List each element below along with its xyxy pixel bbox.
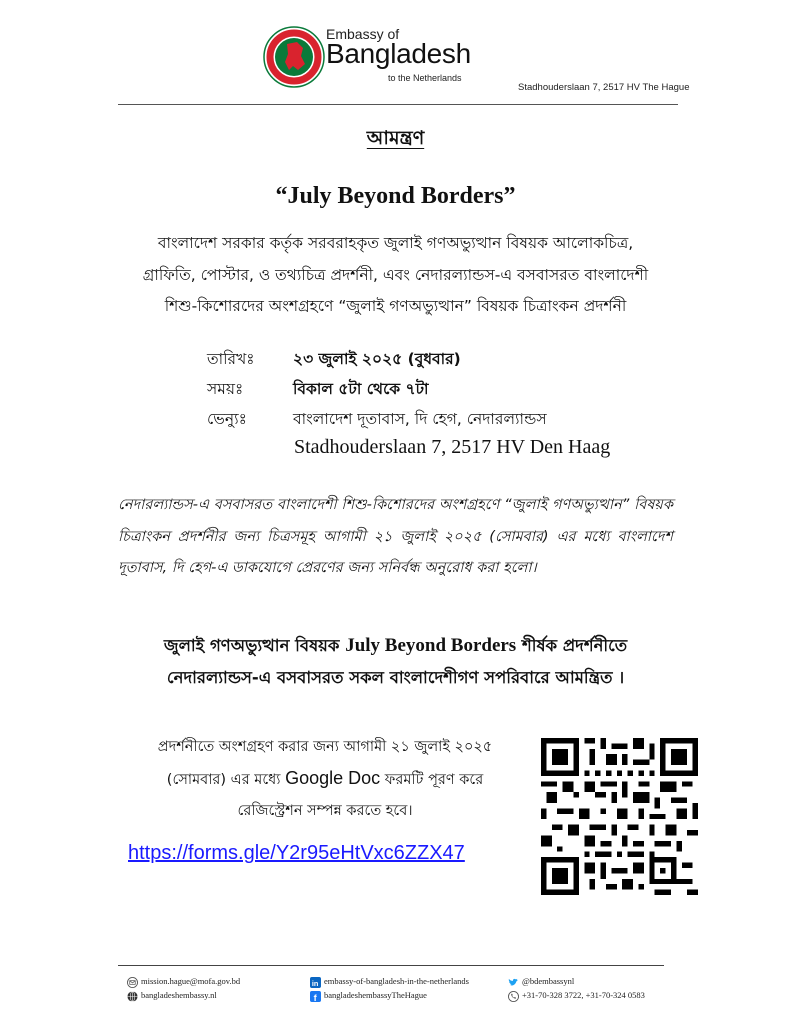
linkedin-icon <box>310 977 321 988</box>
header-divider <box>118 104 678 105</box>
embassy-seal-logo <box>263 26 325 88</box>
envelope-icon <box>127 977 138 988</box>
svg-text:f: f <box>313 992 317 1002</box>
time-value: বিকাল ৫টা থেকে ৭টা <box>293 380 429 398</box>
invitation-event-name: July Beyond Borders <box>345 635 517 656</box>
venue-label: ভেন্যুঃ <box>207 410 247 428</box>
qr-code[interactable] <box>541 738 698 895</box>
brand-line-bangladesh: Bangladesh <box>326 38 471 69</box>
registration-line2-c: ফরমটি পূরণ করে <box>380 772 484 788</box>
twitter-bird-icon <box>508 977 519 988</box>
footer-twitter[interactable] <box>508 976 574 988</box>
registration-line-3: রেজিস্ট্রেশন সম্পন্ন করতে হবে। <box>237 803 413 819</box>
registration-line-1: প্রদর্শনীতে অংশগ্রহণ করার জন্য আগামী ২১ জুলাই ২০২৫ <box>157 739 493 755</box>
invitation-statement <box>80 630 711 694</box>
detail-venue-row <box>207 407 547 433</box>
event-title: “July Beyond Borders” <box>275 183 516 209</box>
invitation-line-2: নেদারল্যান্ডস-এ বসবাসরত সকল বাংলাদেশীগণ সপরিবারে আমন্ত্রিত । <box>166 668 625 687</box>
registration-line2-a: (সোমবার) এর মধ্যে <box>166 772 286 788</box>
footer-website-text: bangladeshembassy.nl <box>141 990 217 1000</box>
detail-time-row <box>207 377 429 403</box>
brand-line-netherlands: to the Netherlands <box>388 73 462 83</box>
invitation-line-1 <box>80 630 711 662</box>
footer-linkedin-text: embassy-of-bangladesh-in-the-netherlands <box>324 976 469 986</box>
intro-line: বাংলাদেশ সরকার কর্তৃক সরবরাহকৃত জুলাই গণঅভ্যুত্থান বিষয়ক আলোকচিত্র, <box>157 234 634 252</box>
footer-twitter-text: @bdembassynl <box>522 976 575 986</box>
footer-email-text: mission.hague@mofa.gov.bd <box>141 976 241 986</box>
svg-text:in: in <box>311 978 319 988</box>
phone-icon <box>508 991 519 1002</box>
document-title <box>0 124 791 156</box>
footer-facebook-text: bangladeshembassyTheHague <box>324 990 427 1000</box>
venue-value: বাংলাদেশ দূতাবাস, দি হেগ, নেদারল্যান্ডস <box>293 410 547 428</box>
intro-line: গ্রাফিতি, পোস্টার, ও তথ্যচিত্র প্রদর্শনী, এবং নেদারল্যান্ডস-এ বসবাসরত বাংলাদেশী <box>142 265 649 284</box>
footer-phone-text: +31-70-328 3722, +31-70-324 0583 <box>522 990 645 1000</box>
header-address: Stadhouderslaan 7, 2517 HV The Hague <box>518 82 690 93</box>
intro-paragraph <box>100 228 691 323</box>
submission-note: নেদারল্যান্ডস-এ বসবাসরত বাংলাদেশী শিশু-কিশোরদের অংশগ্রহণে “জুলাই গণঅভ্যুত্থান” বিষয়ক চিত্রাংকন প্রদর্শনীর জন্য চিত্রসমূহ আগামী ২১ জুলাই ২০২৫ (সোমবার) এর মধ্যে বাংলাদেশ দূতাবাস, দি হেগ-এ ডাকযোগে প্রেরণের জন্য সনির্বন্ধ অনুরোধ করা হলো। <box>118 497 673 576</box>
footer-phone[interactable] <box>508 990 645 1002</box>
intro-line: শিশু-কিশোরদের অংশগ্রহণে “জুলাই গণঅভ্যুত্থান” বিষয়ক চিত্রাংকন প্রদর্শনী <box>164 297 627 315</box>
footer-facebook[interactable] <box>310 990 427 1002</box>
brand-line-embassy-of: Embassy of <box>326 26 400 42</box>
facebook-icon <box>310 991 321 1002</box>
footer-email[interactable] <box>127 976 240 988</box>
footer-website[interactable] <box>127 990 217 1002</box>
footer-divider <box>118 965 664 966</box>
detail-date-row <box>207 347 461 373</box>
document-title-text: আমন্ত্রণ <box>366 127 425 149</box>
globe-icon <box>127 991 138 1002</box>
registration-line-2 <box>100 763 550 796</box>
registration-form-link[interactable]: https://forms.gle/Y2r95eHtVxc6ZZX47 <box>128 842 465 864</box>
date-value: ২৩ জুলাই ২০২৫ (বুধবার) <box>293 350 461 368</box>
invitation-line1-c: শীর্ষক প্রদর্শনীতে <box>516 636 628 655</box>
date-label: তারিখঃ <box>207 350 255 368</box>
footer-linkedin[interactable] <box>310 976 469 988</box>
invitation-line1-a: জুলাই গণঅভ্যুত্থান বিষয়ক <box>163 636 346 655</box>
venue-address: Stadhouderslaan 7, 2517 HV Den Haag <box>294 436 611 458</box>
time-label: সময়ঃ <box>207 380 244 398</box>
registration-google-doc: Google Doc <box>285 768 381 788</box>
registration-instructions <box>100 732 550 827</box>
